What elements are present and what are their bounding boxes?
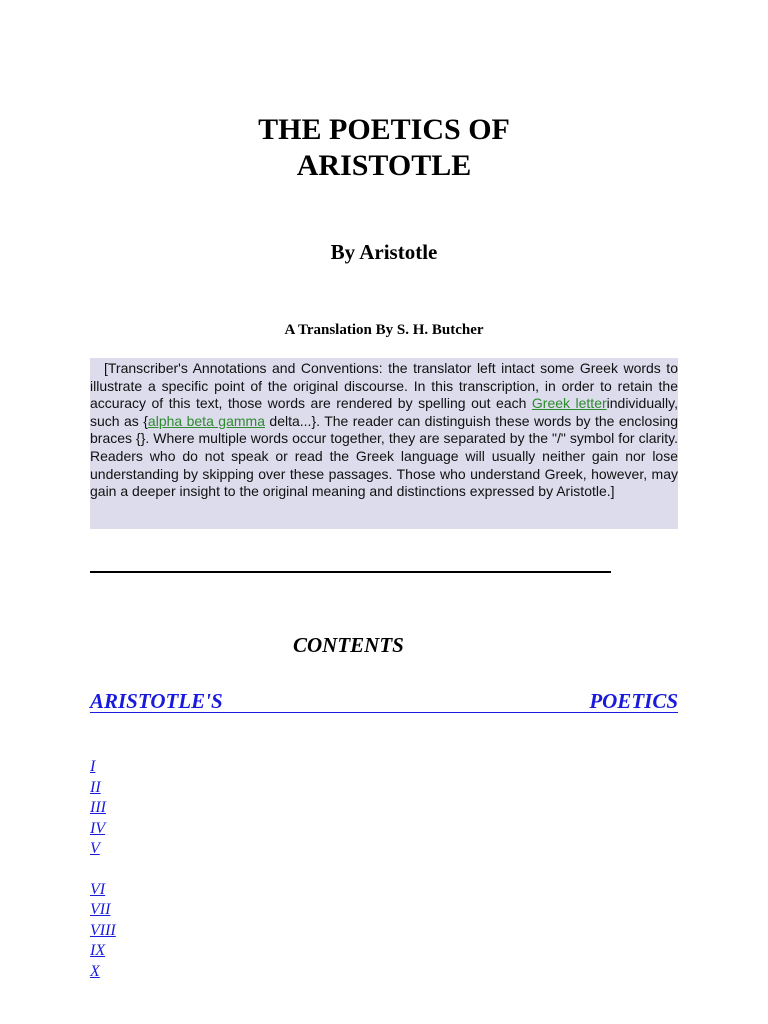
note-text-part-3: delta...}. The reader can distinguish these words by the enclosing braces {}. Where multiple words occur together, they are separated by the "/" symbol for clarity. Readers who do not speak or read the Greek language will usually neither gain nor lose understanding by skipping over these passages. Those who understand Greek, however, may gain a deeper insight to the original meaning and distinctions expressed by Aristotle.] bbox=[90, 412, 678, 500]
alpha-beta-gamma-link[interactable]: alpha beta gamma bbox=[147, 412, 265, 429]
chapter-link-ix[interactable]: IX bbox=[90, 942, 106, 959]
contents-heading: CONTENTS bbox=[293, 633, 404, 657]
translator-credit: A Translation By S. H. Butcher bbox=[284, 322, 484, 338]
chapter-link-viii[interactable]: VIII bbox=[90, 921, 116, 939]
aristotles-poetics-link[interactable] bbox=[90, 688, 678, 713]
chapter-link-v[interactable]: V bbox=[90, 840, 100, 857]
note-text-part-2: individually, such as { bbox=[90, 395, 678, 429]
poetics-link-right-word: POETICS bbox=[589, 689, 678, 713]
chapter-link-x[interactable]: X bbox=[90, 962, 100, 980]
book-title-line-2: ARISTOTLE bbox=[296, 149, 472, 182]
chapter-link-i[interactable]: I bbox=[90, 758, 96, 775]
chapter-link-iv[interactable]: IV bbox=[90, 819, 106, 837]
transcriber-note-text bbox=[90, 360, 678, 501]
note-text-part-1: [Transcriber's Annotations and Conventions: the translator left intact some Greek words to illustrate a specific point of the original discourse. In this transcription, in order to retain the accuracy of this text, those words are rendered by spelling out each bbox=[90, 360, 678, 412]
chapter-link-vii[interactable]: VII bbox=[90, 901, 111, 918]
book-title bbox=[0, 112, 768, 184]
chapter-link-vi[interactable]: VI bbox=[90, 880, 106, 898]
book-title-line-1: THE POETICS OF bbox=[258, 113, 510, 146]
chapter-link-iii[interactable]: III bbox=[90, 799, 106, 816]
transcriber-note bbox=[90, 358, 678, 529]
chapter-list bbox=[90, 757, 116, 982]
chapter-list-gap bbox=[90, 860, 116, 880]
chapter-link-ii[interactable]: II bbox=[90, 778, 101, 796]
horizontal-rule bbox=[90, 571, 611, 573]
poetics-link-left-word: ARISTOTLE'S bbox=[90, 689, 223, 713]
author-byline: By Aristotle bbox=[330, 240, 438, 264]
greek-letter-link[interactable]: Greek letter bbox=[531, 395, 607, 412]
